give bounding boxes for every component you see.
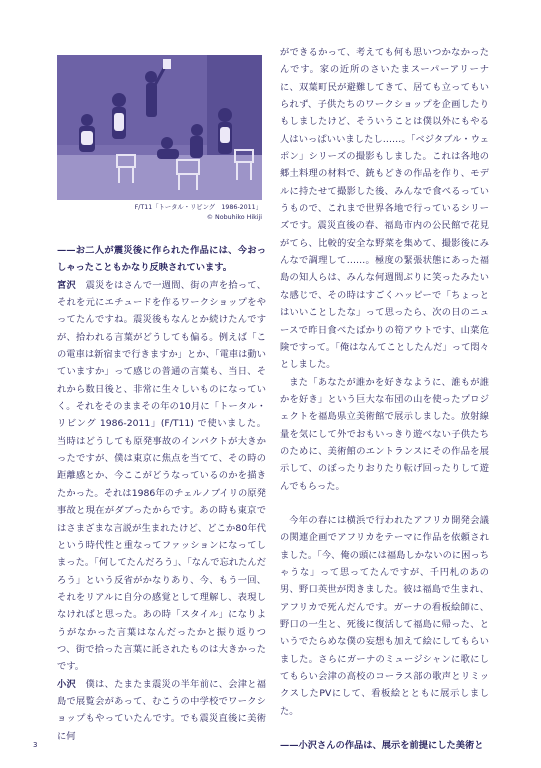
paragraph: また「あなたが誰かを好きなように、誰もが誰かを好き」という巨大な布団の山を使ったプロジェクトを福島県立美術館で展示しました。放射線量を気にして外でおもいっきり遊べない子供たちのために、美術館のエントランスにその作品を展示して、のぼったりおりたり転げ回ったりして遊んでもらった。 [280, 376, 489, 492]
paragraph: ができるかって、考えても何も思いつかなかったんです。家の近所のさいたまスーパーアリーナに、双葉町民が避難してきて、居ても立ってもいられず、子供たちのワークショップを企画したりもしましたけど、そういうことは僕以外にもやる人はいっぱいいましたし……。「ベジタブル・ウェポン」シリーズの撮影もしました。これは各地の郷土料理の材料で、銃もどきの作品を作り、モデルに持たせて撮影した後、みんなで食べるっていうもので、これまで世界各地で行っているシリーズです。震災直後の春、福島市内の公民館で花見がてら、比較的安全な野菜を集めて、撮影後にみんなで調理して……。極度の緊張状態にあった福島の知人らは、みんな何週間ぶりに笑ったみたいな感じで、その時はすごくハッピーで「ちょっとはいいことしたな」って思ったら、次の日のニュースで昨日食べたばかりの筍アウトです、山菜危険ですって。「俺はなんてことしたんだ」って悶々としました。 [280, 47, 489, 371]
answer-miyazawa [57, 277, 266, 676]
left-column [57, 242, 266, 745]
stage-photo [57, 55, 262, 200]
photo-caption [57, 203, 262, 222]
caption-title: F/T11「トータル・リビング 1986-2011」 [134, 204, 262, 211]
interview-question: ——お二人が震災後に作られた作品には、今おっしゃったこともかなり反映されています。 [57, 245, 266, 274]
speaker-label: 宮沢 [57, 279, 77, 291]
caption-credit: © Nobuhiko Hikiji [206, 213, 262, 221]
page-number: 3 [33, 741, 38, 749]
answer-text: 僕は、たまたま震災の半年前に、会津と福島で展覧会があって、むこうの中学校でワークショップもやっていたんです。でも震災直後に美術に何 [57, 678, 267, 742]
speaker-label: 小沢 [57, 678, 77, 690]
answer-text: 震災をはさんで一週間、街の声を拾って、それを元にエチュードを作るワークショップをやってたんですね。震災後もなんとか続けたんですが、拾われる言葉がどうしても偏る。例えば「この電車は新宿まで行きますか」とか、「電車は動いていますか」って感じの普通の言葉も、当日、それから数日後と、非常に生々しいものになっていく。それをそのままその年の10月に「トータル・リビング 1986-2011」(F/T11) で使いました。当時はどうしても原発事故のインパクトが大きかったですが、僕は東京に焦点を当てて、その時の距離感とか、今ここがどうなっているのかを描きたかった。それは1986年のチェルノブイリの原発事故と現在がダブったからです。あの時も東京ではさまざまな言説が生まれたけど、どこか80年代という時代性と重なってファッションになってしまった。「何してたんだろう」、「なんで忘れたんだろう」という反省がかなりあり、今、もう一回、それをリアルに自分の感覚として理解し、表現しなければと思った。あの時「スタイル」になりようがなかった言葉はなんだったかと振り返りつつ、街で拾った言葉に託されたものは大きかったです。 [57, 279, 267, 673]
paragraph: 今年の春には横浜で行われたアフリカ開発会議の関連企画でアフリカをテーマに作品を依頼されました。「今、俺の頭には福島しかないのに困っちゃうな」って思ってたんですが、千円札のあの男、野口英世が閃きました。彼は福島で生まれ、アフリカで死んだんです。ガーナの看板絵師に、野口の一生と、死後に復活して福島に帰った、というでたらめな僕の妄想も加えて絵にしてもらいました。さらにガーナのミュージシャンに歌にしてもらい会津の高校のコーラス部の歌声とリミックスしたPVにして、看板絵とともに展示しました。 [280, 514, 489, 717]
interview-question: ——小沢さんの作品は、展示を前提にした美術と [280, 740, 484, 752]
right-column [280, 44, 489, 754]
answer-ozawa [57, 676, 266, 745]
